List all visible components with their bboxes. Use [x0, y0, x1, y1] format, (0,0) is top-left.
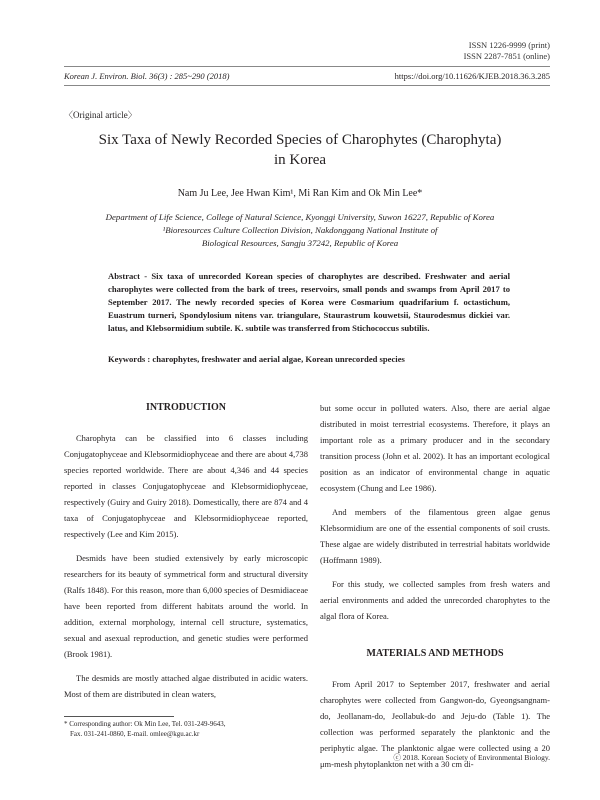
title-line-2: in Korea: [273, 152, 327, 168]
footnote: [64, 719, 226, 739]
affiliation-3: Biological Resources, Sangju 37242, Republic of Korea: [201, 238, 399, 248]
title-line-1: Six Taxa of Newly Recorded Species of Charophytes (Charophyta): [98, 132, 502, 148]
article-type: 〈Original article〉: [64, 110, 137, 120]
keywords: Keywords : charophytes, freshwater and aerial algae, Korean unrecorded species: [108, 354, 405, 364]
footnote-divider: [64, 716, 174, 717]
left-column: [64, 400, 308, 702]
issn-print: ISSN 1226-9999 (print): [468, 40, 550, 50]
journal-citation: Korean J. Environ. Biol. 36(3) : 285~290 (2018): [64, 71, 230, 81]
doi-link[interactable]: https://doi.org/10.11626/KJEB.2018.36.3.285: [394, 71, 550, 81]
intro-paragraph-1: Charophyta can be classified into 6 classes including Conjugatophyceae and Klebsormidiophyceae and there are about 4,738 species reported worldwide. There are about 4,346 and 44 species reported in classes Conjugatophyceae and Klebsormidiophyceae, respectively (Guiry and Guiry 2018). Domestically, there are 874 and 4 taxa of Conjugatophyceae and Klebsormidiophyceae reported, respectively (Lee and Kim 2015).: [64, 433, 308, 539]
authors: Nam Ju Lee, Jee Hwan Kim¹, Mi Ran Kim and Ok Min Lee*: [177, 188, 423, 199]
introduction-heading: INTRODUCTION: [145, 402, 226, 413]
intro-paragraph-5: And members of the filamentous green algae genus Klebsormidium are one of the essential components of soil crusts. These algae are widely distributed in terrestrial habitats worldwide (Hoffmann 1989).: [320, 507, 550, 565]
footnote-line-1: * Corresponding author: Ok Min Lee, Tel. 031-249-9643,: [64, 720, 226, 728]
journal-bar: [64, 66, 550, 86]
right-column: [320, 400, 550, 772]
article-title: [50, 130, 550, 170]
abstract: Abstract - Six taxa of unrecorded Korean species of charophytes are described. Freshwater and aerial charophytes were collected from the bark of trees, reservoirs, small ponds and swamps from April 2017 to September 2017. The newly recorded species of Korea were Cosmarium quadrifarium f. octastichum, Euastrum turneri, Spondylosium nitens var. triangulare, Staurastrum kouwetsii, Staurodesmus dickiei var. latus, and Klebsormidium subtile. K. subtile was transferred from Stichococcus subtilis.: [108, 271, 510, 333]
issn-online: ISSN 2287-7851 (online): [463, 51, 550, 61]
methods-paragraph-1: From April 2017 to September 2017, freshwater and aerial charophytes were collected from Gangwon-do, Gyeongsangnam-do, Jeollanam-do, Jeollabuk-do and Jeju-do (Table 1). The collection was performed separately the planktonic and the periphytic algae. The planktonic algae were collected using a 20 μm-mesh phytoplankton net with a 30 cm di-: [320, 679, 550, 769]
intro-paragraph-2: Desmids have been studied extensively by early microscopic researchers for its beauty of symmetrical form and structural diversity (Ralfs 1848). For this reason, more than 6,000 species of Desmidiaceae have been reported from different habitats around the world. In addition, external morphology, internal cell structure, systematics, sexual and asexual reproduction, and genetic studies were performed (Brook 1981).: [64, 553, 308, 659]
affiliation-1: Department of Life Science, College of Natural Science, Kyonggi University, Suwon 16227, Republic of Korea: [105, 212, 495, 222]
affiliation-2: ¹Bioresources Culture Collection Division, Nakdonggang National Institute of: [162, 225, 438, 235]
intro-paragraph-3: The desmids are mostly attached algae distributed in acidic waters. Most of them are distributed in clean waters,: [64, 673, 308, 699]
affiliations: [50, 211, 550, 250]
issn-block: [464, 40, 550, 62]
copyright: ⓒ 2018. Korean Society of Environmental Biology.: [393, 753, 550, 762]
intro-paragraph-6: For this study, we collected samples from fresh waters and aerial environments and added the unrecorded charophytes to the algal flora of Korea.: [320, 579, 550, 621]
intro-paragraph-4: but some occur in polluted waters. Also, there are aerial algae distributed in moist terrestrial ecosystems. Therefore, it plays an important role as a primary producer and in the secondary transition process (John et al. 2002). It has an important ecological position as an indicator of environmental change in aquatic ecosystem (Chung and Lee 1986).: [320, 403, 550, 493]
footnote-line-2: Fax. 031-241-0860, E-mail. omlee@kgu.ac.kr: [70, 730, 200, 738]
methods-heading: MATERIALS AND METHODS: [366, 648, 504, 659]
